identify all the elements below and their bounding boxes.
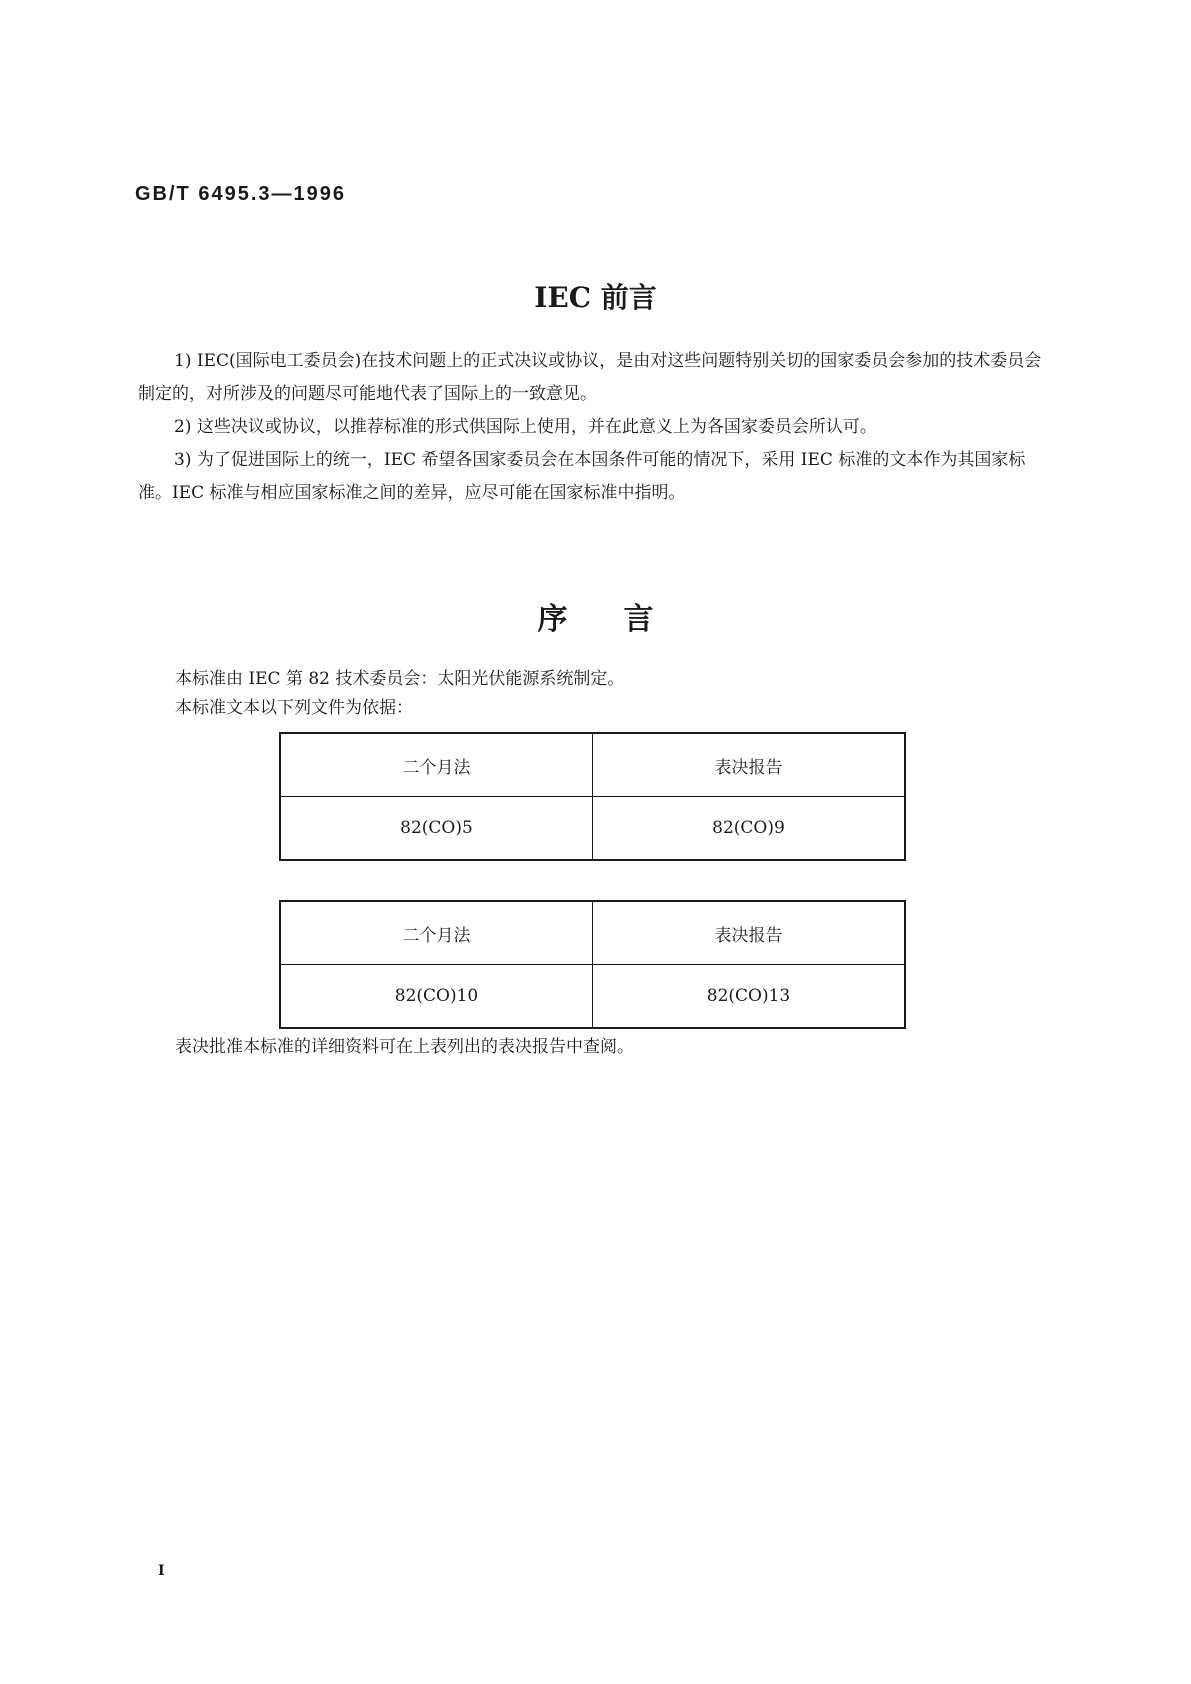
standard-code: GB/T 6495.3—1996 [135,183,346,205]
table-header-row [280,901,905,965]
documents-table-1 [279,732,906,861]
table-cell: 82(CO)9 [593,797,906,861]
table-header-cell: 表决报告 [593,733,906,797]
table-header-cell: 二个月法 [280,733,593,797]
preface-title: 序言 [537,602,710,637]
table-cell: 82(CO)10 [280,965,593,1029]
iec-foreword-paragraph-1: 1) IEC(国际电工委员会)在技术问题上的正式决议或协议，是由对这些问题特别关切的国家委员会参加的技术委员会制定的，对所涉及的问题尽可能地代表了国际上的一致意见。 [138,351,1042,404]
preface-line-2: 本标准文本以下列文件为依据： [175,698,413,718]
page-number: I [158,1563,165,1579]
table-header-cell: 二个月法 [280,901,593,965]
table-cell: 82(CO)13 [593,965,906,1029]
preface-footer-note: 表决批准本标准的详细资料可在上表列出的表决报告中查阅。 [175,1037,634,1057]
preface-line-1: 本标准由 IEC 第 82 技术委员会：太阳光伏能源系统制定。 [175,669,625,689]
table-row [280,965,905,1029]
table-header-cell: 表决报告 [593,901,906,965]
iec-foreword-title: IEC 前言 [534,281,657,314]
iec-foreword-paragraph-2: 2) 这些决议或协议，以推荐标准的形式供国际上使用，并在此意义上为各国家委员会所认可。 [174,417,877,437]
documents-table-2 [279,900,906,1029]
table-header-row [280,733,905,797]
table-row [280,797,905,861]
iec-foreword-paragraph-3: 3) 为了促进国际上的统一，IEC 希望各国家委员会在本国条件可能的情况下，采用 IEC 标准的文本作为其国家标准。IEC 标准与相应国家标准之间的差异，应尽可能在国家标准中指明。 [138,450,1026,503]
table-cell: 82(CO)5 [280,797,593,861]
